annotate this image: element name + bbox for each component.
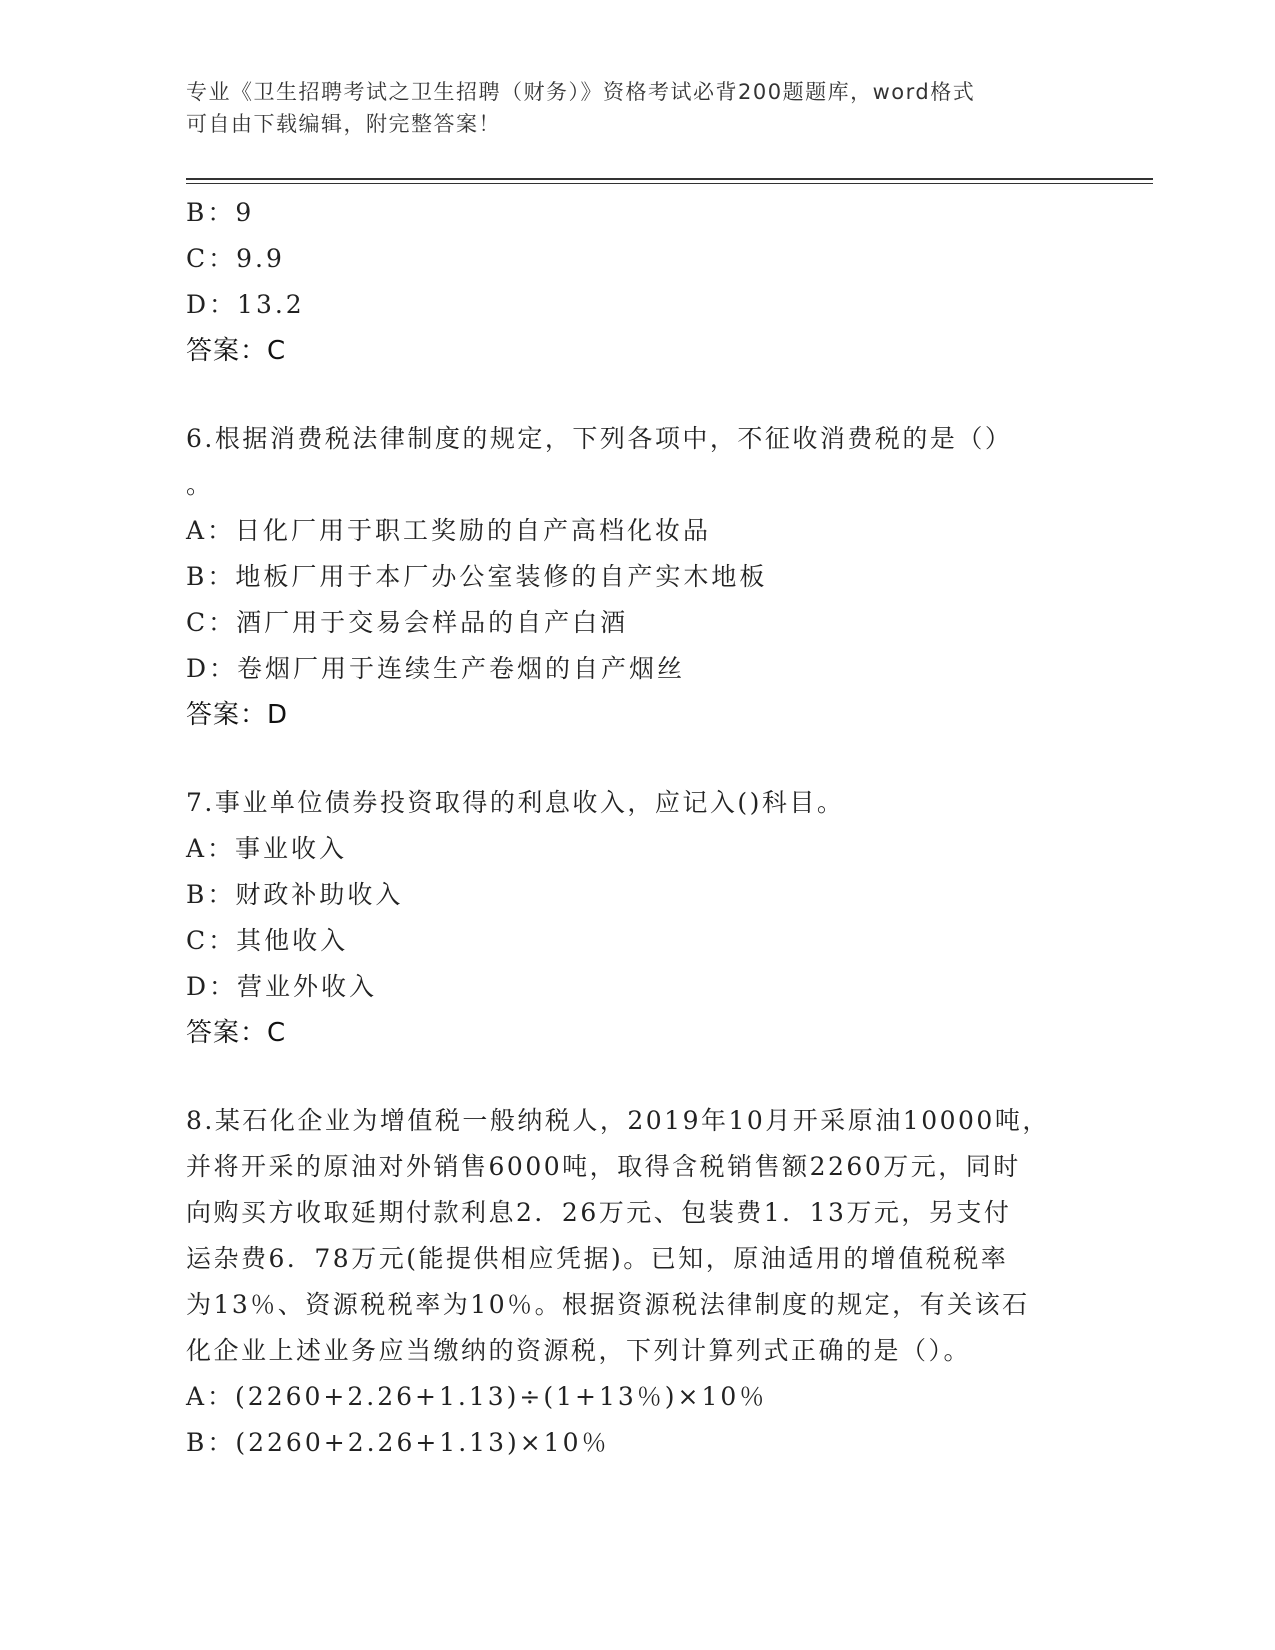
document-header bbox=[186, 76, 1066, 140]
question-stem-line: 。 bbox=[186, 470, 214, 499]
option-d: D：13.2 bbox=[186, 290, 305, 319]
question-stem-line: 向购买方收取延期付款利息2．26万元、包装费1．13万元，另支付 bbox=[186, 1198, 1012, 1227]
option-c: C：9.9 bbox=[186, 244, 285, 273]
answer-line: 答案：D bbox=[186, 700, 289, 730]
option-b: B：9 bbox=[186, 198, 255, 227]
question-stem-line: 8.某石化企业为增值税一般纳税人，2019年10月开采原油10000吨， bbox=[186, 1106, 1050, 1135]
option-b: B：地板厂用于本厂办公室装修的自产实木地板 bbox=[186, 562, 768, 591]
question-stem-line: 7.事业单位债券投资取得的利息收入，应记入()科目。 bbox=[186, 788, 845, 817]
answer-line: 答案：C bbox=[186, 1018, 287, 1048]
question-7 bbox=[186, 780, 1086, 1056]
question-6 bbox=[186, 416, 1086, 738]
question-stem-line: 6.根据消费税法律制度的规定，下列各项中，不征收消费税的是（） bbox=[186, 424, 1013, 453]
option-b: B：(2260+2.26+1.13)×10％ bbox=[186, 1428, 610, 1457]
document-body bbox=[186, 190, 1086, 1466]
spacer bbox=[186, 1056, 1086, 1098]
question-5 bbox=[186, 190, 1086, 374]
question-stem-line: 运杂费6．78万元(能提供相应凭据)。已知，原油适用的增值税税率 bbox=[186, 1244, 1009, 1273]
answer-line: 答案：C bbox=[186, 336, 287, 366]
question-stem-line: 并将开采的原油对外销售6000吨，取得含税销售额2260万元，同时 bbox=[186, 1152, 1021, 1181]
question-8 bbox=[186, 1098, 1086, 1466]
option-d: D：营业外收入 bbox=[186, 972, 378, 1001]
option-d: D：卷烟厂用于连续生产卷烟的自产烟丝 bbox=[186, 654, 686, 683]
header-line-2: 可自由下载编辑，附完整答案！ bbox=[186, 112, 501, 136]
spacer bbox=[186, 374, 1086, 416]
question-stem-line: 化企业上述业务应当缴纳的资源税，下列计算列式正确的是（）。 bbox=[186, 1336, 972, 1365]
option-b: B：财政补助收入 bbox=[186, 880, 404, 909]
header-line-1: 专业《卫生招聘考试之卫生招聘（财务）》资格考试必背200题题库，word格式 bbox=[186, 80, 976, 104]
header-rule-thin bbox=[186, 183, 1153, 184]
option-c: C：其他收入 bbox=[186, 926, 349, 955]
spacer bbox=[186, 738, 1086, 780]
option-c: C：酒厂用于交易会样品的自产白酒 bbox=[186, 608, 629, 637]
option-a: A：事业收入 bbox=[186, 834, 348, 863]
header-rule-thick bbox=[186, 178, 1153, 180]
question-stem-line: 为13％、资源税税率为10％。根据资源税法律制度的规定，有关该石 bbox=[186, 1290, 1030, 1319]
option-a: A：日化厂用于职工奖励的自产高档化妆品 bbox=[186, 516, 712, 545]
option-a: A：(2260+2.26+1.13)÷(1+13％)×10％ bbox=[186, 1382, 768, 1411]
